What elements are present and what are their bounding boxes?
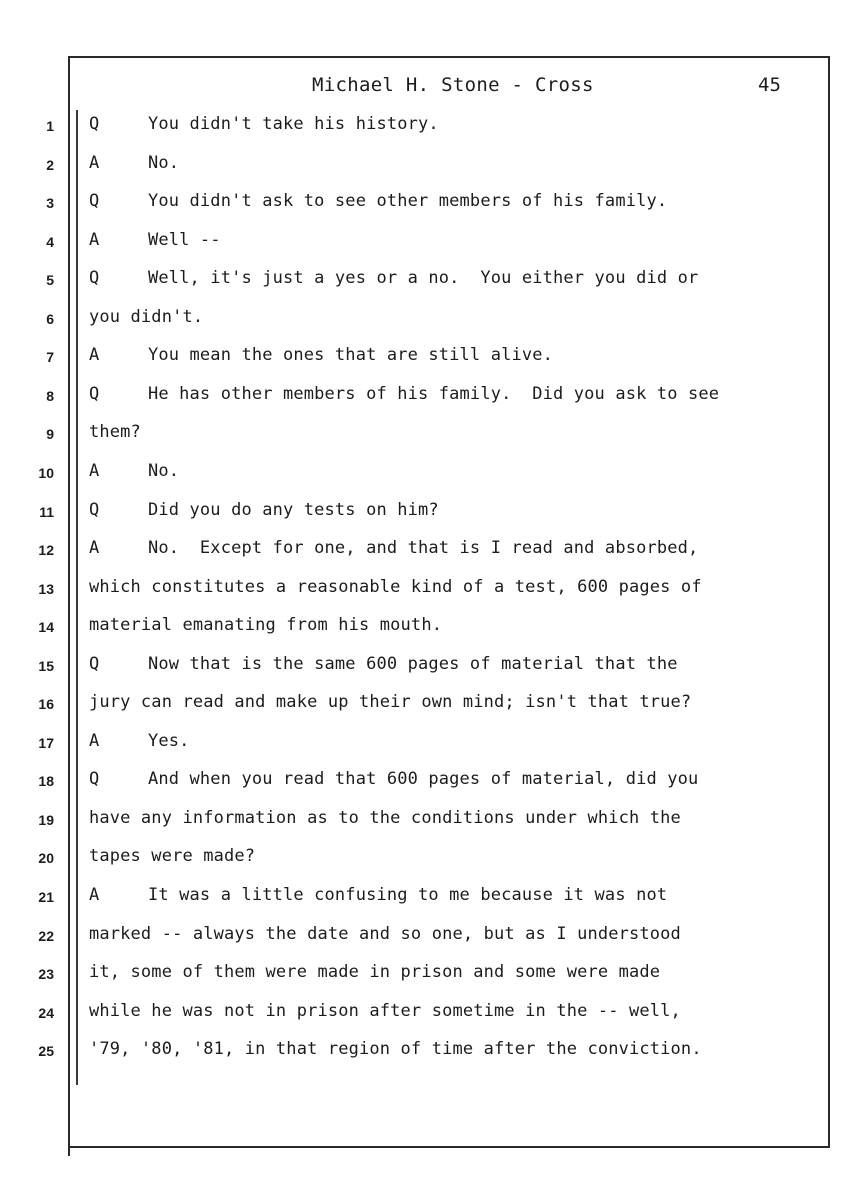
line-number: 20 xyxy=(38,850,54,867)
transcript-line xyxy=(0,1035,860,1073)
page-border-top xyxy=(68,56,830,58)
line-text: them? xyxy=(89,422,141,443)
transcript-line xyxy=(0,688,860,726)
line-number: 10 xyxy=(38,464,54,481)
line-number: 5 xyxy=(46,272,54,289)
line-text: And when you read that 600 pages of material, did you xyxy=(148,769,699,790)
line-number: 13 xyxy=(38,580,54,597)
speaker-label: Q xyxy=(89,191,100,212)
line-text: It was a little confusing to me because it was not xyxy=(148,885,668,905)
line-number: 19 xyxy=(38,811,54,828)
line-number: 14 xyxy=(38,619,54,636)
line-text: have any information as to the conditions under which the xyxy=(89,807,681,828)
transcript-line xyxy=(0,149,860,187)
line-text: Well, it's just a yes or a no. You either you did or xyxy=(148,268,699,289)
transcript-line xyxy=(0,573,860,611)
speaker-label: A xyxy=(89,152,100,173)
line-number: 9 xyxy=(46,426,54,443)
transcript-line xyxy=(0,727,860,765)
page-title: Michael H. Stone - Cross xyxy=(312,74,594,96)
speaker-label: Q xyxy=(89,653,100,674)
line-text: No. xyxy=(148,152,180,173)
line-number: 22 xyxy=(38,927,54,944)
transcript-line xyxy=(0,920,860,958)
line-number: 3 xyxy=(46,195,54,212)
transcript-line xyxy=(0,804,860,842)
transcript-line xyxy=(0,418,860,456)
line-number: 17 xyxy=(38,734,54,751)
speaker-label: A xyxy=(89,538,100,559)
speaker-label: A xyxy=(89,730,100,751)
speaker-label: Q xyxy=(89,769,100,790)
transcript-line xyxy=(0,496,860,534)
transcript-line xyxy=(0,650,860,688)
line-number: 12 xyxy=(38,542,54,559)
line-text: You didn't take his history. xyxy=(148,114,439,134)
line-number: 25 xyxy=(38,1043,54,1060)
transcript-line xyxy=(0,380,860,418)
line-number: 1 xyxy=(46,118,54,134)
page-number: 45 xyxy=(758,74,781,96)
line-number: 15 xyxy=(38,657,54,674)
line-number: 16 xyxy=(38,696,54,713)
page-header xyxy=(0,74,860,102)
line-text: jury can read and make up their own mind; isn't that true? xyxy=(89,692,692,713)
speaker-label: A xyxy=(89,345,100,366)
line-text: Yes. xyxy=(148,730,190,751)
transcript-line xyxy=(0,457,860,495)
speaker-label: A xyxy=(89,229,100,250)
line-number: 11 xyxy=(39,503,54,520)
transcript-line xyxy=(0,997,860,1035)
transcript-line xyxy=(0,765,860,803)
line-text: Did you do any tests on him? xyxy=(148,499,439,520)
line-text: it, some of them were made in prison and some were made xyxy=(89,962,661,983)
transcript-line xyxy=(0,611,860,649)
line-number: 18 xyxy=(38,773,54,790)
transcript-line xyxy=(0,303,860,341)
page-border-bottom xyxy=(68,1146,830,1148)
line-text: material emanating from his mouth. xyxy=(89,615,443,636)
speaker-label: A xyxy=(89,885,100,905)
line-text: Now that is the same 600 pages of material that the xyxy=(148,653,678,674)
line-text: while he was not in prison after sometime in the -- well, xyxy=(89,1000,681,1021)
speaker-label: Q xyxy=(89,114,100,134)
transcript-line xyxy=(0,226,860,264)
transcript-line xyxy=(0,958,860,996)
line-number: 8 xyxy=(46,387,54,404)
line-text: '79, '80, '81, in that region of time after the conviction. xyxy=(89,1039,702,1060)
line-number: 21 xyxy=(38,889,54,905)
line-number: 4 xyxy=(46,233,54,250)
transcript-line xyxy=(0,341,860,379)
line-number: 24 xyxy=(38,1004,54,1021)
transcript-line xyxy=(0,264,860,302)
transcript-line xyxy=(0,110,860,148)
transcript-line xyxy=(0,881,860,919)
line-text: which constitutes a reasonable kind of a test, 600 pages of xyxy=(89,576,702,597)
line-number: 2 xyxy=(46,156,54,173)
transcript-line xyxy=(0,842,860,880)
line-number: 23 xyxy=(38,966,54,983)
line-text: No. Except for one, and that is I read and absorbed, xyxy=(148,538,699,559)
speaker-label: Q xyxy=(89,383,100,404)
line-number: 6 xyxy=(46,310,54,327)
line-text: No. xyxy=(148,460,180,481)
line-text: you didn't. xyxy=(89,306,204,327)
line-text: You didn't ask to see other members of his family. xyxy=(148,191,668,212)
speaker-label: Q xyxy=(89,499,100,520)
line-text: He has other members of his family. Did you ask to see xyxy=(148,383,720,404)
line-text: You mean the ones that are still alive. xyxy=(148,345,554,366)
line-text: tapes were made? xyxy=(89,846,256,867)
transcript-line xyxy=(0,534,860,572)
line-text: marked -- always the date and so one, but as I understood xyxy=(89,923,681,944)
line-text: Well -- xyxy=(148,229,221,250)
speaker-label: Q xyxy=(89,268,100,289)
line-number: 7 xyxy=(46,349,54,366)
speaker-label: A xyxy=(89,460,100,481)
transcript-line xyxy=(0,187,860,225)
